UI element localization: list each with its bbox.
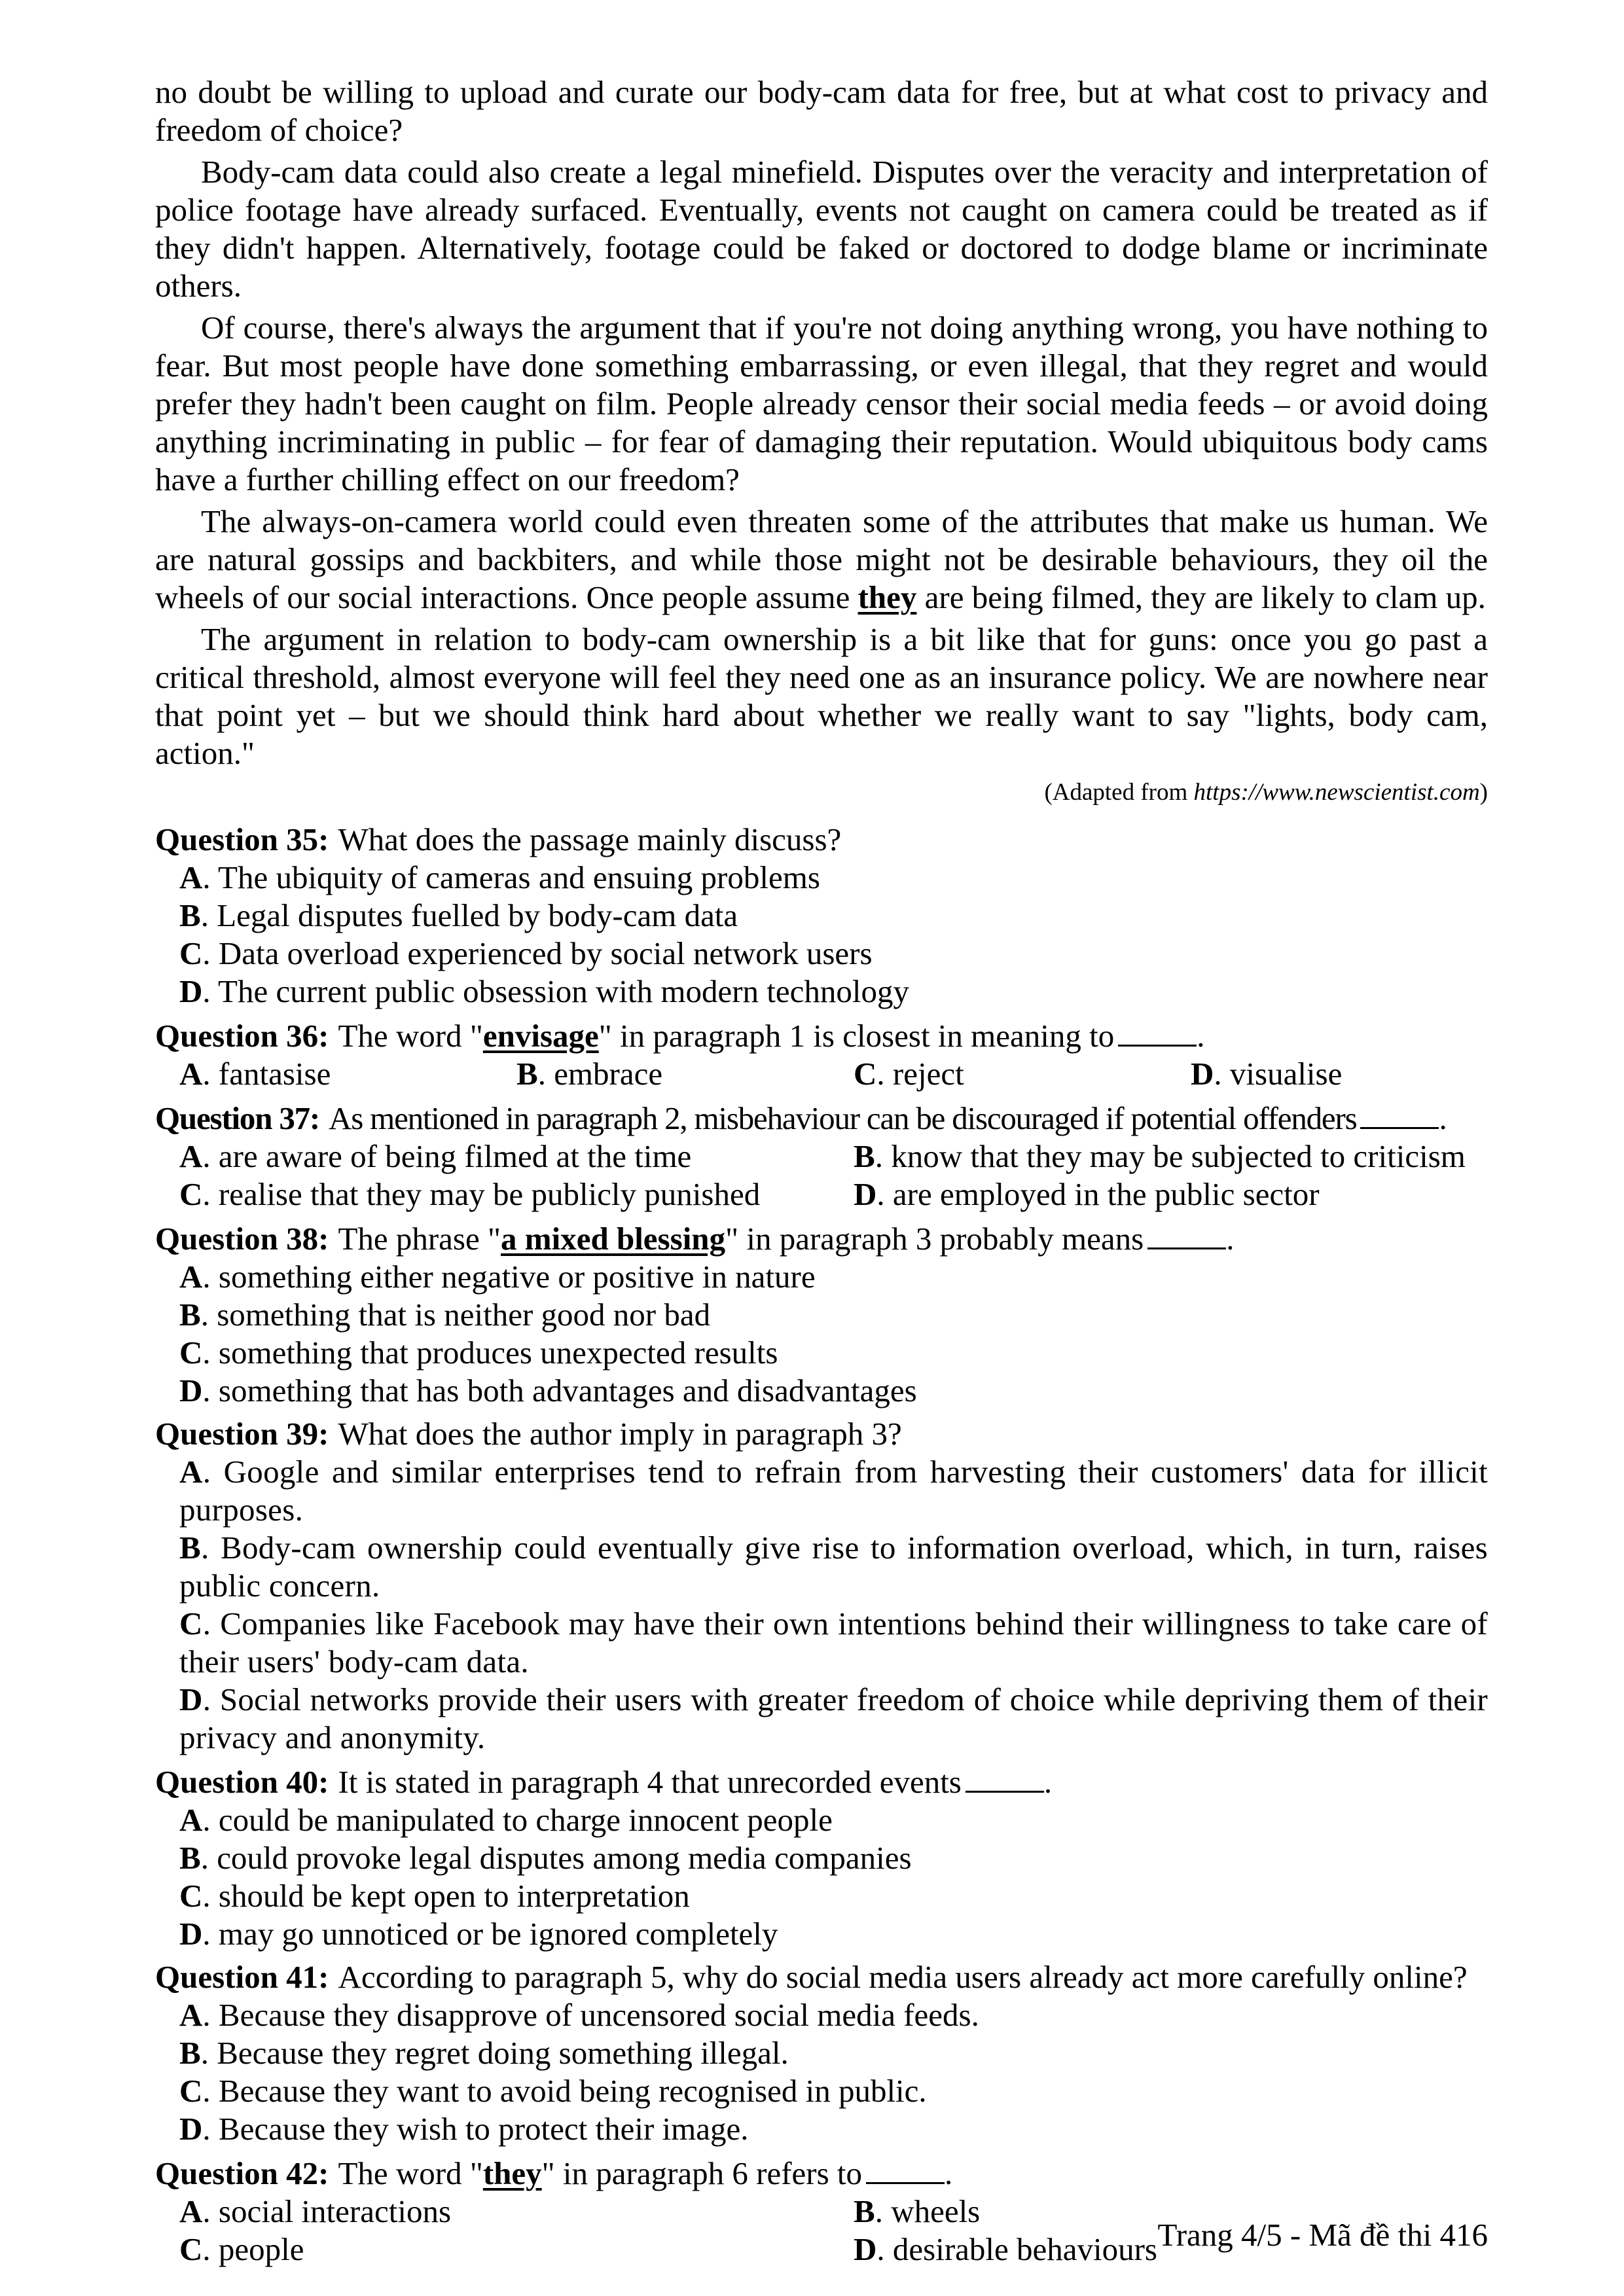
answer-blank — [1118, 1016, 1197, 1047]
option-c[interactable] — [854, 1055, 1191, 1093]
option-letter: A — [179, 1138, 203, 1174]
option-d[interactable] — [179, 973, 1488, 1011]
option-dot: . — [202, 1916, 219, 1952]
option-text: The ubiquity of cameras and ensuing problems — [218, 859, 820, 895]
option-dot: . — [202, 1454, 224, 1490]
option-dot: . — [875, 1138, 892, 1174]
option-a[interactable] — [179, 859, 1488, 897]
option-dot: . — [200, 1530, 221, 1566]
text-segment: As mentioned in paragraph 2, misbehaviour can be discouraged if potential offenders — [329, 1100, 1357, 1136]
text-segment: no doubt be willing to upload and curate our body-cam data for free, but at what cost to privacy and freedom of choice? — [155, 74, 1488, 148]
option-letter: B — [179, 1840, 201, 1876]
option-b[interactable] — [516, 1055, 854, 1093]
option-text: reject — [892, 1056, 964, 1092]
text-segment: " in paragraph 6 refers to — [541, 2155, 863, 2191]
text-segment: " in paragraph 3 probably means — [725, 1221, 1144, 1257]
option-b[interactable] — [179, 1839, 1488, 1877]
source-prefix: (Adapted from — [1044, 779, 1194, 806]
option-dot: . — [202, 1802, 219, 1838]
question-41 — [155, 1958, 1488, 2148]
option-b[interactable] — [179, 2034, 1488, 2072]
option-letter: C — [179, 2073, 203, 2109]
option-text: Google and similar enterprises tend to refrain from harvesting their customers' data for illicit purposes. — [179, 1454, 1488, 1528]
option-text: visualise — [1229, 1056, 1343, 1092]
option-text: Because they disapprove of uncensored social media feeds. — [218, 1997, 979, 2033]
passage-paragraph — [155, 73, 1488, 149]
question-36 — [155, 1016, 1488, 1093]
highlighted-term: they — [482, 2155, 542, 2191]
option-letter: A — [179, 1802, 203, 1838]
option-text: Companies like Facebook may have their own intentions behind their willingness to take care of their users' body-cam data. — [179, 1605, 1488, 1679]
text-segment: The argument in relation to body-cam ownership is a bit like that for guns: once you go past a critical threshold, almost everyone will feel they need one as an insurance policy. We are nowhere near that point yet – but we should think hard about whether we really want to say "lights, body cam, action." — [155, 621, 1488, 771]
option-letter: B — [854, 2193, 875, 2229]
question-number: Question 37: — [155, 1100, 320, 1136]
text-segment: Body-cam data could also create a legal minefield. Disputes over the veracity and interpretation of police footage have already surfaced. Eventually, events not caught on camera could be treated as if they didn't happen. Alternatively, footage could be faked or doctored to dodge blame or incriminate others. — [155, 154, 1488, 304]
option-letter: B — [179, 897, 201, 933]
text-segment: The always-on-camera world could even threaten some of the attributes that make us human. We are natural gossips and backbiters, and while those might not be desirable behaviours, they oil the wheels of our social interactions. Once people assume — [155, 503, 1488, 615]
option-letter: C — [179, 1335, 203, 1371]
option-letter: A — [179, 2193, 203, 2229]
reading-passage — [155, 73, 1488, 809]
text-segment: What does the passage mainly discuss? — [338, 821, 842, 857]
answer-options — [155, 1996, 1488, 2148]
option-text: should be kept open to interpretation — [218, 1878, 690, 1914]
option-dot: . — [876, 1056, 893, 1092]
text-segment: Of course, there's always the argument that if you're not doing anything wrong, you have nothing to fear. But most people have done something embarrassing, or even illegal, that they regret and would prefer they hadn't been caught on film. People already censor their social media feeds – or avoid doing anything incriminating in public – for fear of damaging their reputation. Would ubiquitous body cams have a further chilling effect on our freedom? — [155, 310, 1488, 497]
option-dot: . — [202, 1372, 219, 1408]
option-dot: . — [200, 897, 217, 933]
option-a[interactable] — [179, 1055, 516, 1093]
option-text: Because they regret doing something illegal. — [217, 2035, 789, 2071]
option-a[interactable] — [179, 1138, 854, 1175]
option-dot: . — [200, 1840, 217, 1876]
option-text: Because they wish to protect their image. — [218, 2111, 749, 2147]
option-letter: A — [179, 1997, 203, 2033]
option-c[interactable] — [179, 1175, 854, 1213]
option-a[interactable] — [179, 1801, 1488, 1839]
passage-paragraph — [155, 503, 1488, 617]
answer-options — [155, 1801, 1488, 1953]
option-d[interactable] — [179, 1372, 1488, 1410]
option-d[interactable] — [1191, 1055, 1505, 1093]
answer-blank — [1360, 1098, 1439, 1129]
option-letter: C — [179, 1605, 203, 1641]
option-text: fantasise — [218, 1056, 331, 1092]
question-number: Question 39: — [155, 1416, 329, 1452]
period: . — [1197, 1018, 1205, 1054]
option-dot: . — [202, 1176, 219, 1212]
option-text: people — [218, 2231, 304, 2267]
option-dot: . — [202, 859, 219, 895]
option-dot: . — [202, 1997, 219, 2033]
option-letter: B — [179, 1297, 201, 1333]
option-text: embrace — [554, 1056, 663, 1092]
period: . — [1439, 1100, 1447, 1136]
option-text: Social networks provide their users with greater freedom of choice while depriving them of their privacy and anonymity. — [179, 1681, 1488, 1755]
option-text: realise that they may be publicly punished — [218, 1176, 761, 1212]
option-a[interactable] — [179, 1258, 1488, 1296]
option-dot: . — [537, 1056, 554, 1092]
passage-paragraph — [155, 620, 1488, 772]
option-b[interactable] — [179, 897, 1488, 935]
option-dot: . — [200, 1297, 217, 1333]
option-d[interactable] — [179, 2110, 1488, 2148]
highlighted-term: they — [857, 579, 917, 615]
option-c[interactable] — [179, 2072, 1488, 2110]
answer-options — [155, 1138, 1488, 1213]
option-letter: D — [1191, 1056, 1214, 1092]
option-text: something that is neither good nor bad — [217, 1297, 711, 1333]
question-number: Question 41: — [155, 1959, 329, 1995]
text-segment: are being filmed, they are likely to clam up. — [916, 579, 1486, 615]
question-stem — [155, 1958, 1488, 1996]
option-a[interactable] — [179, 1996, 1488, 2034]
source-url: https://www.newscientist.com — [1193, 779, 1480, 806]
option-dot: . — [202, 1878, 219, 1914]
question-number: Question 36: — [155, 1018, 329, 1054]
question-stem — [155, 1098, 1488, 1138]
answer-blank — [965, 1762, 1044, 1793]
option-letter: D — [179, 1372, 203, 1408]
question-number: Question 38: — [155, 1221, 329, 1257]
option-text: are aware of being filmed at the time — [218, 1138, 692, 1174]
option-dot: . — [202, 2193, 219, 2229]
option-b[interactable] — [179, 1529, 1488, 1605]
text-segment: The phrase " — [338, 1221, 501, 1257]
question-35 — [155, 821, 1488, 1011]
option-text: The current public obsession with modern technology — [218, 973, 910, 1009]
answer-options — [155, 1258, 1488, 1410]
option-dot: . — [202, 1259, 219, 1295]
option-dot: . — [1214, 1056, 1230, 1092]
option-text: something that has both advantages and disadvantages — [218, 1372, 917, 1408]
question-37 — [155, 1098, 1488, 1213]
option-letter: D — [179, 1681, 203, 1717]
option-c[interactable] — [179, 2231, 854, 2269]
text-segment: " in paragraph 1 is closest in meaning to — [598, 1018, 1115, 1054]
option-letter: D — [179, 1916, 203, 1952]
answer-options — [155, 1055, 1488, 1093]
option-d[interactable] — [854, 1175, 1495, 1213]
option-letter: D — [179, 2111, 203, 2147]
option-dot: . — [202, 1681, 220, 1717]
option-c[interactable] — [179, 1877, 1488, 1915]
option-text: Body-cam ownership could eventually give rise to information overload, which, in turn, raises public concern. — [179, 1530, 1488, 1604]
highlighted-term: a mixed blessing — [501, 1221, 726, 1257]
option-text: Because they want to avoid being recognised in public. — [218, 2073, 927, 2109]
period: . — [1226, 1221, 1235, 1257]
option-dot: . — [875, 2193, 892, 2229]
option-dot: . — [202, 2073, 219, 2109]
option-b[interactable] — [179, 1296, 1488, 1334]
question-number: Question 40: — [155, 1764, 329, 1800]
option-text: know that they may be subjected to criticism — [891, 1138, 1466, 1174]
option-text: are employed in the public sector — [892, 1176, 1320, 1212]
question-stem — [155, 1415, 1488, 1453]
question-stem — [155, 1219, 1488, 1258]
passage-paragraph — [155, 309, 1488, 499]
text-segment: What does the author imply in paragraph 3? — [338, 1416, 902, 1452]
option-dot: . — [202, 973, 219, 1009]
source-suffix: ) — [1479, 779, 1488, 806]
option-text: something that produces unexpected results — [218, 1335, 778, 1371]
exam-page — [155, 73, 1488, 2274]
option-letter: A — [179, 1259, 203, 1295]
option-b[interactable] — [854, 1138, 1495, 1175]
option-dot: . — [202, 1056, 219, 1092]
option-dot: . — [202, 2111, 219, 2147]
option-letter: A — [179, 1454, 203, 1490]
period: . — [1043, 1764, 1053, 1800]
option-d[interactable] — [179, 1681, 1488, 1757]
option-letter: B — [854, 1138, 875, 1174]
option-letter: D — [854, 2231, 877, 2267]
option-letter: B — [179, 1530, 201, 1566]
option-letter: B — [516, 1056, 538, 1092]
option-c[interactable] — [179, 935, 1488, 973]
option-dot: . — [876, 2231, 893, 2267]
text-segment: It is stated in paragraph 4 that unrecorded events — [338, 1764, 962, 1800]
option-text: Data overload experienced by social network users — [218, 935, 873, 971]
question-stem — [155, 821, 1488, 859]
period: . — [945, 2155, 953, 2191]
option-text: Legal disputes fuelled by body-cam data — [217, 897, 738, 933]
option-a[interactable] — [179, 2193, 854, 2231]
question-list — [155, 821, 1488, 2269]
option-dot: . — [202, 935, 219, 971]
option-c[interactable] — [179, 1605, 1488, 1681]
option-dot: . — [876, 1176, 893, 1212]
option-letter: C — [854, 1056, 877, 1092]
option-letter: C — [179, 1878, 203, 1914]
option-a[interactable] — [179, 1453, 1488, 1529]
option-letter: A — [179, 1056, 203, 1092]
option-letter: C — [179, 1176, 203, 1212]
option-letter: C — [179, 2231, 203, 2267]
passage-source — [155, 776, 1488, 809]
option-dot: . — [202, 1335, 219, 1371]
question-39 — [155, 1415, 1488, 1757]
question-stem — [155, 2153, 1488, 2193]
option-text: desirable behaviours — [892, 2231, 1157, 2267]
option-text: something either negative or positive in nature — [218, 1259, 816, 1295]
option-text: wheels — [891, 2193, 981, 2229]
question-stem — [155, 1762, 1488, 1801]
option-dot: . — [200, 2035, 217, 2071]
option-letter: A — [179, 859, 203, 895]
question-38 — [155, 1219, 1488, 1410]
passage-paragraph — [155, 153, 1488, 305]
text-segment: The word " — [338, 1018, 483, 1054]
option-dot: . — [202, 1138, 219, 1174]
option-text: social interactions — [218, 2193, 452, 2229]
page-footer: Trang 4/5 - Mã đề thi 416 — [1157, 2217, 1488, 2253]
highlighted-term: envisage — [482, 1018, 599, 1054]
question-stem — [155, 1016, 1488, 1055]
question-40 — [155, 1762, 1488, 1953]
answer-blank — [1147, 1219, 1226, 1249]
option-dot: . — [202, 1605, 221, 1641]
text-segment: The word " — [338, 2155, 483, 2191]
option-letter: C — [179, 935, 203, 971]
option-letter: B — [179, 2035, 201, 2071]
option-letter: D — [854, 1176, 877, 1212]
option-dot: . — [202, 2231, 219, 2267]
option-text: could be manipulated to charge innocent people — [218, 1802, 833, 1838]
option-d[interactable] — [179, 1915, 1488, 1953]
answer-options — [155, 1453, 1488, 1757]
option-text: may go unnoticed or be ignored completely — [218, 1916, 778, 1952]
question-number: Question 35: — [155, 821, 329, 857]
question-number: Question 42: — [155, 2155, 329, 2191]
answer-options — [155, 859, 1488, 1011]
option-text: could provoke legal disputes among media companies — [217, 1840, 912, 1876]
option-letter: D — [179, 973, 203, 1009]
text-segment: According to paragraph 5, why do social media users already act more carefully online? — [338, 1959, 1468, 1995]
answer-blank — [866, 2153, 945, 2184]
option-c[interactable] — [179, 1334, 1488, 1372]
